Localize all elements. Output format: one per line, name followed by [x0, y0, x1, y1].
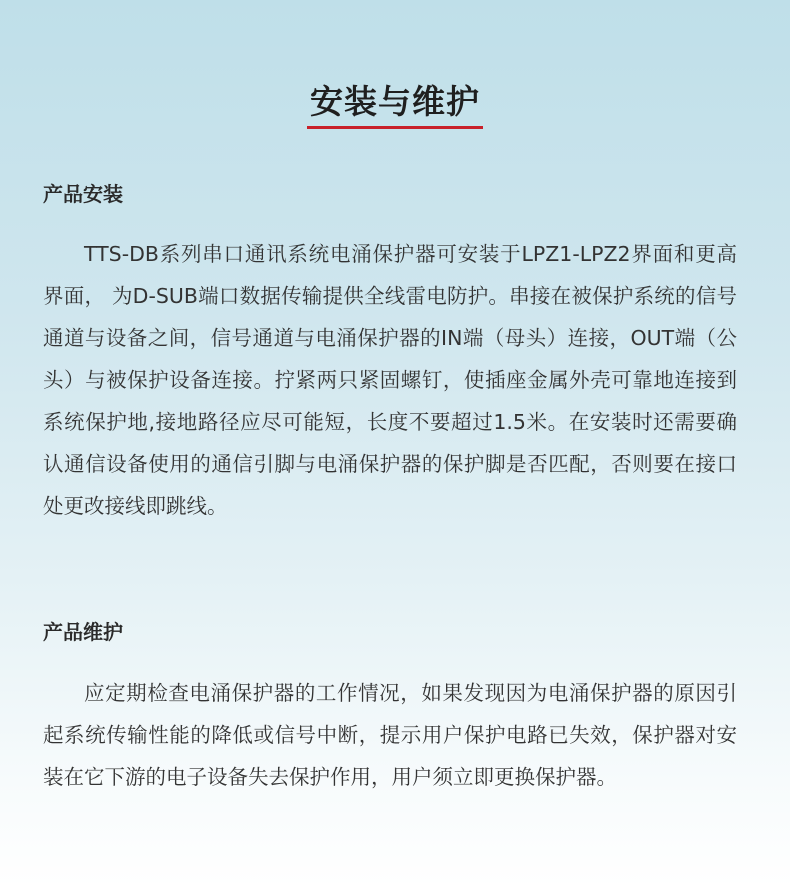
section-heading-install: 产品安装 — [43, 182, 123, 206]
page-title: 安装与维护 — [310, 82, 480, 121]
section-body-install: TTS-DB系列串口通讯系统电涌保护器可安装于LPZ1-LPZ2界面和更高界面， 为D-SUB端口数据传输提供全线雷电防护。串接在被保护系统的信号通道与设备之间，信号通道与电涌保护器的IN端（母头）连接，OUT端（公头）与被保护设备连接。拧紧两只紧固螺钉，使插座金属外壳可靠地连接到系统保护地,接地路径应尽可能短，长度不要超过1.5米。在安装时还需要确认通信设备使用的通信引脚与电涌保护器的保护脚是否匹配，否则要在接口处更改接线即跳线。 — [43, 242, 737, 518]
section-body-maintenance: 应定期检查电涌保护器的工作情况，如果发现因为电涌保护器的原因引起系统传输性能的降低或信号中断，提示用户保护电路已失效，保护器对安装在它下游的电子设备失去保护作用，用户须立即更换保护器。 — [43, 681, 737, 789]
title-underline — [307, 126, 483, 129]
section-heading-maintenance: 产品维护 — [43, 620, 123, 644]
